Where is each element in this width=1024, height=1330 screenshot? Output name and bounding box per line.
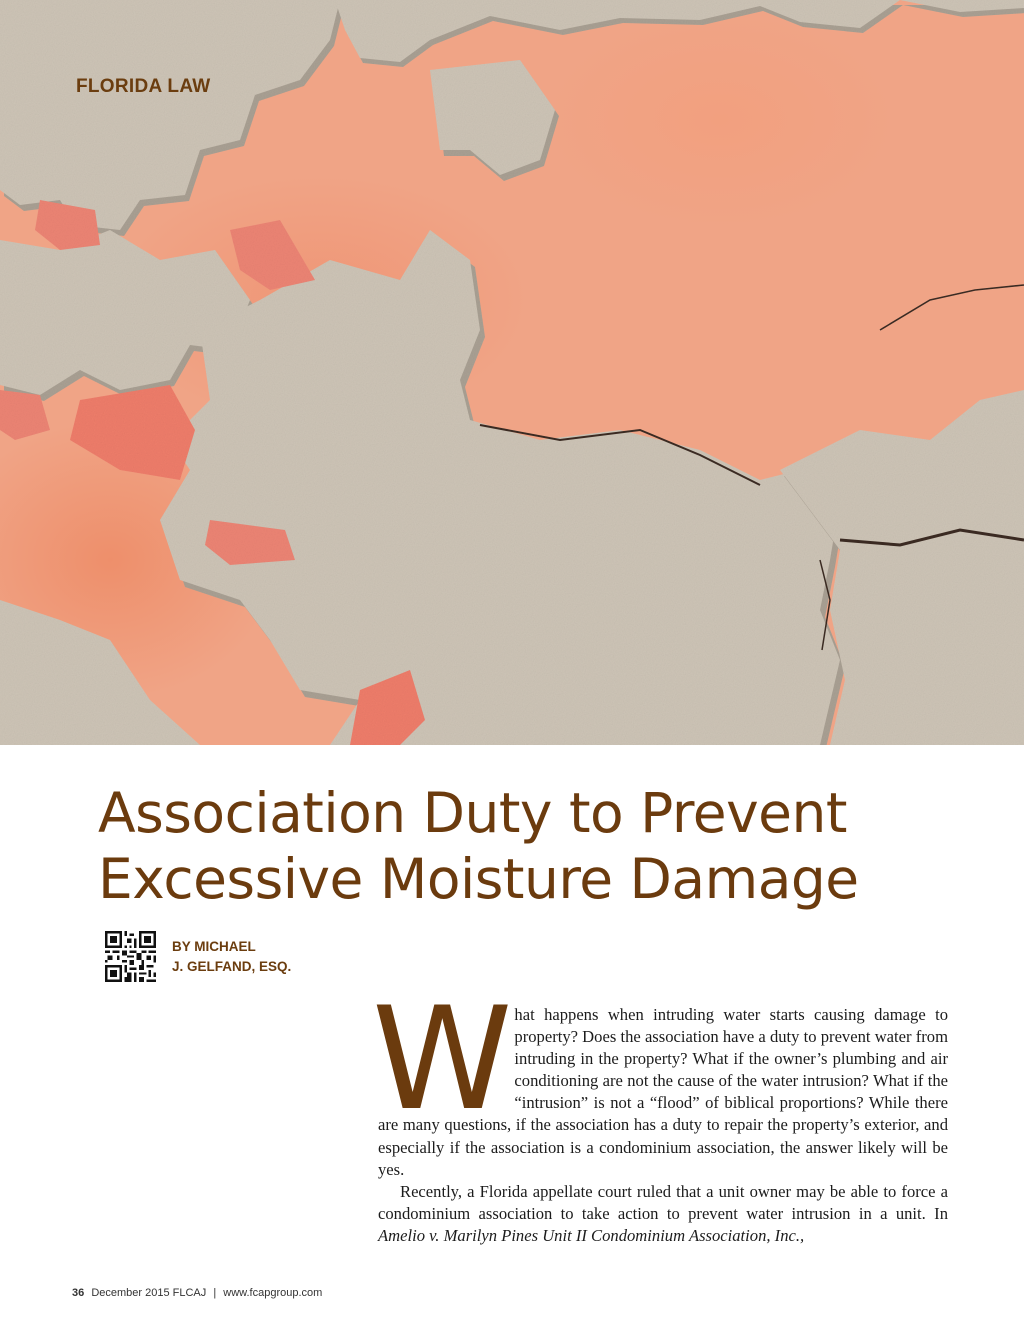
page-footer — [72, 1287, 322, 1299]
footer-separator: | — [213, 1287, 217, 1299]
issue-label: December 2015 FLCAJ — [91, 1287, 207, 1299]
paragraph-1: hat happens when intruding water starts causing damage to property? Does the association have a duty to prevent water from intruding in the property? What if the owner’s plumbing and air conditioning are not the cause of the water intrusion? What if the “intrusion” is not a “flood” of biblical proportions? While there are many questions, if the association has a duty to repair the property’s exterior, and especially if the association is a condominium association, the answer likely will be yes. — [378, 1005, 948, 1179]
page-number: 36 — [72, 1287, 85, 1299]
paragraph-2-text: Recently, a Florida appellate court ruled that a unit owner may be able to force a condominium association to take action to prevent water intrusion in a unit. In — [378, 1181, 948, 1223]
byline-line-1: BY MICHAEL — [172, 939, 256, 954]
website-link[interactable]: www.fcapgroup.com — [223, 1287, 323, 1299]
article-body — [372, 977, 948, 1247]
article-title — [98, 780, 978, 912]
title-line-1: Association Duty to Prevent — [98, 781, 847, 845]
qr-code-icon[interactable] — [105, 931, 156, 982]
author-byline — [172, 937, 291, 977]
drop-cap: W — [372, 977, 509, 1142]
case-citation: Amelio v. Marilyn Pines Unit II Condominium Association, Inc., — [378, 1225, 805, 1245]
section-tag: FLORIDA LAW — [76, 76, 211, 97]
paragraph-2 — [378, 1181, 948, 1247]
byline-line-2: J. GELFAND, ESQ. — [172, 959, 292, 974]
title-line-2: Excessive Moisture Damage — [98, 847, 859, 911]
